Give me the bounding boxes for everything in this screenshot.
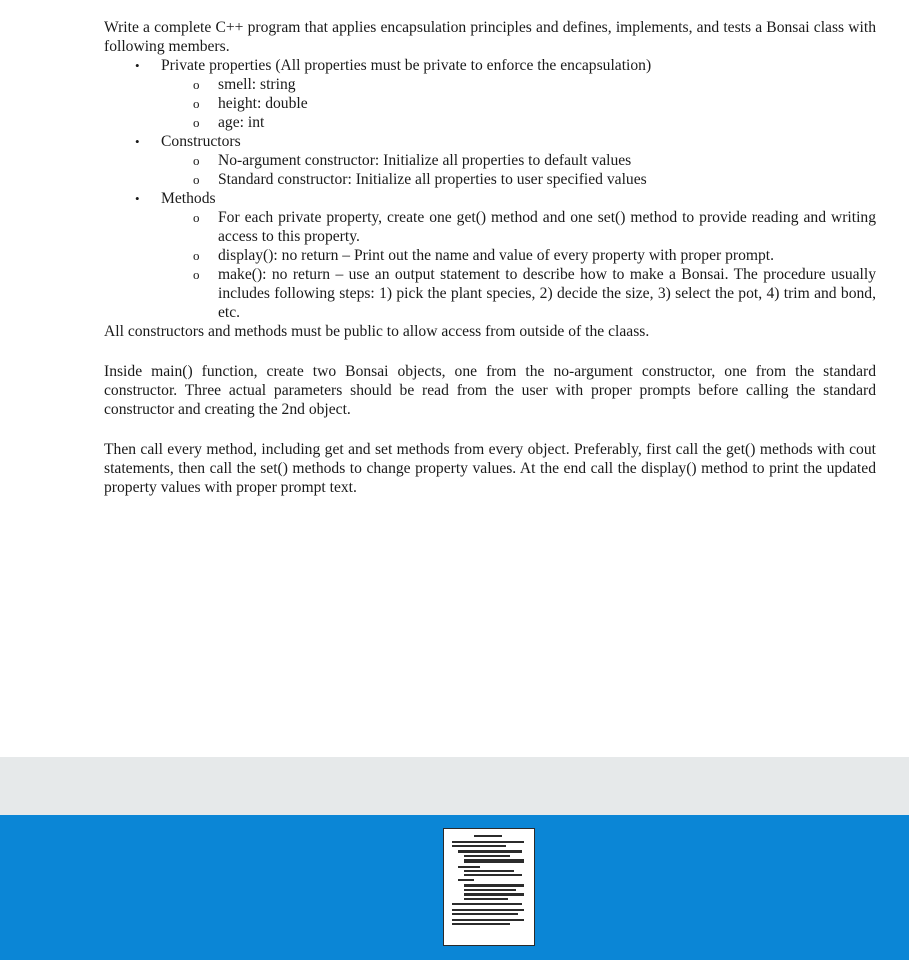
list-item: o make(): no return – use an output statement to describe how to make a Bonsai. The procedure usually includes following steps: 1) pick the plant species, 2) decide the size, 3) select the pot, 4) trim and bond, etc.	[193, 266, 876, 321]
section-title: Constructors	[161, 133, 241, 150]
public-note: All constructors and methods must be public to allow access from outside of the claass.	[104, 323, 650, 340]
sub-bullet-icon: o	[193, 172, 200, 187]
sub-bullet-icon: o	[193, 153, 200, 168]
sub-bullet-icon: o	[193, 77, 200, 92]
list-item: o smell: string	[193, 76, 296, 93]
document-page-icon	[444, 829, 534, 945]
sub-bullet-icon: o	[193, 248, 200, 263]
document-body	[104, 18, 876, 497]
main-paragraph: Inside main() function, create two Bonsai objects, one from the no-argument constructor, one from the standard constructor. Three actual parameters should be read from the user with proper prompts before calling the standard constructor and creating the 2nd object.	[104, 363, 876, 418]
viewer-separator-band	[0, 757, 909, 815]
section-constructors	[104, 132, 876, 189]
section-title: Private properties (All properties must be private to enforce the encapsulation)	[161, 57, 652, 74]
section-title: Methods	[161, 190, 216, 207]
list-item: o No-argument constructor: Initialize all properties to default values	[193, 152, 632, 169]
bullet-icon: •	[135, 134, 140, 149]
list-item: o display(): no return – Print out the name and value of every property with proper prompt.	[193, 247, 775, 264]
sub-list	[161, 208, 876, 322]
section-private-properties	[104, 56, 876, 132]
intro-paragraph: Write a complete C++ program that applies encapsulation principles and defines, implements, and tests a Bonsai class with following members.	[104, 19, 876, 55]
document-thumbnail[interactable]	[443, 828, 535, 946]
sub-bullet-icon: o	[193, 210, 200, 225]
list-item: o age: int	[193, 114, 265, 131]
sub-bullet-icon: o	[193, 115, 200, 130]
bullet-icon: •	[135, 58, 140, 73]
bullet-icon: •	[135, 191, 140, 206]
final-paragraph: Then call every method, including get and set methods from every object. Preferably, first call the get() methods with cout statements, then call the set() methods to change property values. At the end call the display() method to print the updated property values with proper prompt text.	[104, 441, 876, 496]
sub-list	[161, 151, 876, 189]
list-item: o For each private property, create one get() method and one set() method to provide reading and writing access to this property.	[193, 209, 876, 245]
section-methods	[104, 189, 876, 322]
sub-list	[161, 75, 876, 132]
sub-bullet-icon: o	[193, 96, 200, 111]
sub-bullet-icon: o	[193, 267, 200, 282]
list-item: o height: double	[193, 95, 308, 112]
member-list	[104, 56, 876, 322]
list-item: o Standard constructor: Initialize all properties to user specified values	[193, 171, 647, 188]
